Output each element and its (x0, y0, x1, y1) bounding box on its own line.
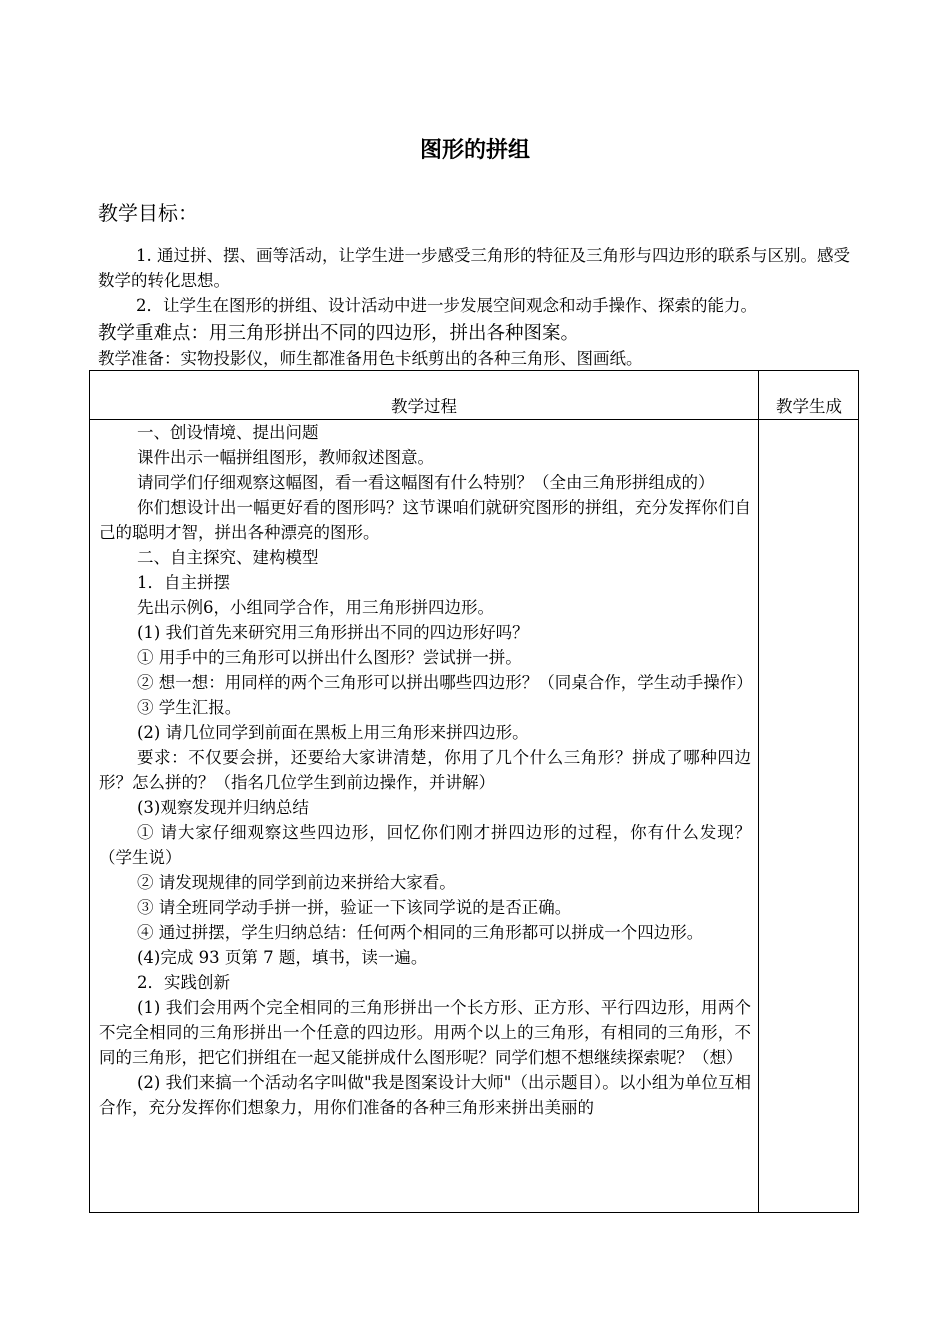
teaching-preparation: 教学准备：实物投影仪，师生都准备用色卡纸剪出的各种三角形、图画纸。 (98, 349, 643, 368)
process-line: 要求：不仅要会拼，还要给大家讲清楚，你用了几个什么三角形？拼成了哪种四边形？怎么拼的？（指名几位学生到前边操作，并讲解） (99, 748, 751, 792)
column-header-process: 教学过程 (391, 397, 457, 416)
process-line: 一、创设情境、提出问题 (137, 423, 319, 442)
process-line: 先出示例6，小组同学合作，用三角形拼四边形。 (137, 598, 494, 617)
process-line: ③ 请全班同学动手拼一拼，验证一下该同学说的是否正确。 (137, 898, 572, 917)
process-line: (2) 请几位同学到前面在黑板上用三角形来拼四边形。 (137, 723, 529, 742)
lesson-table (89, 370, 859, 1213)
process-line: ② 想一想：用同样的两个三角形可以拼出哪些四边形？（同桌合作，学生动手操作） (137, 673, 753, 692)
document-title: 图形的拼组 (419, 137, 530, 163)
process-line: (3)观察发现并归纳总结 (137, 798, 309, 817)
process-line: (4)完成 93 页第 7 题，填书，读一遍。 (137, 948, 428, 967)
goal-item-1: 1. 通过拼、摆、画等活动，让学生进一步感受三角形的特征及三角形与四边形的联系与区别。感受数学的转化思想。 (98, 246, 850, 290)
process-line: ④ 通过拼摆，学生归纳总结：任何两个相同的三角形都可以拼成一个四边形。 (137, 923, 704, 942)
goal-heading: 教学目标： (98, 201, 198, 225)
column-divider (758, 371, 759, 1212)
process-line: 2．实践创新 (137, 973, 230, 992)
process-content (99, 420, 751, 1120)
process-line: ② 请发现规律的同学到前边来拼给大家看。 (137, 873, 456, 892)
goal-item-2: 2．让学生在图形的拼组、设计活动中进一步发展空间观念和动手操作、探索的能力。 (136, 296, 757, 315)
process-line: (1) 我们首先来研究用三角形拼出不同的四边形好吗？ (137, 623, 529, 642)
process-line: ① 请大家仔细观察这些四边形，回忆你们刚才拼四边形的过程，你有什么发现？（学生说） (99, 823, 751, 867)
process-line: (2) 我们来搞一个活动名字叫做"我是图案设计大师"（出示题目）。以小组为单位互相合作，充分发挥你们想象力，用你们准备的各种三角形来拼出美丽的 (99, 1073, 751, 1117)
process-line: ③ 学生汇报。 (137, 698, 242, 717)
process-line: ① 用手中的三角形可以拼出什么图形？尝试拼一拼。 (137, 648, 522, 667)
process-line: 1．自主拼摆 (137, 573, 230, 592)
process-line: 课件出示一幅拼组图形，教师叙述图意。 (137, 448, 434, 467)
column-header-generate: 教学生成 (776, 397, 842, 416)
process-line: 二、自主探究、建构模型 (137, 548, 319, 567)
process-line: (1) 我们会用两个完全相同的三角形拼出一个长方形、正方形、平行四边形，用两个不完全相同的三角形拼出一个任意的四边形。用两个以上的三角形，有相同的三角形，不同的三角形，把它们拼组在一起又能拼成什么图形呢？同学们想不想继续探索呢？（想） (99, 998, 751, 1067)
key-points: 教学重难点：用三角形拼出不同的四边形，拼出各种图案。 (98, 323, 580, 344)
process-line: 你们想设计出一幅更好看的图形吗？这节课咱们就研究图形的拼组，充分发挥你们自己的聪明才智，拼出各种漂亮的图形。 (99, 498, 751, 542)
process-line: 请同学们仔细观察这幅图，看一看这幅图有什么特别？（全由三角形拼组成的） (137, 473, 715, 492)
